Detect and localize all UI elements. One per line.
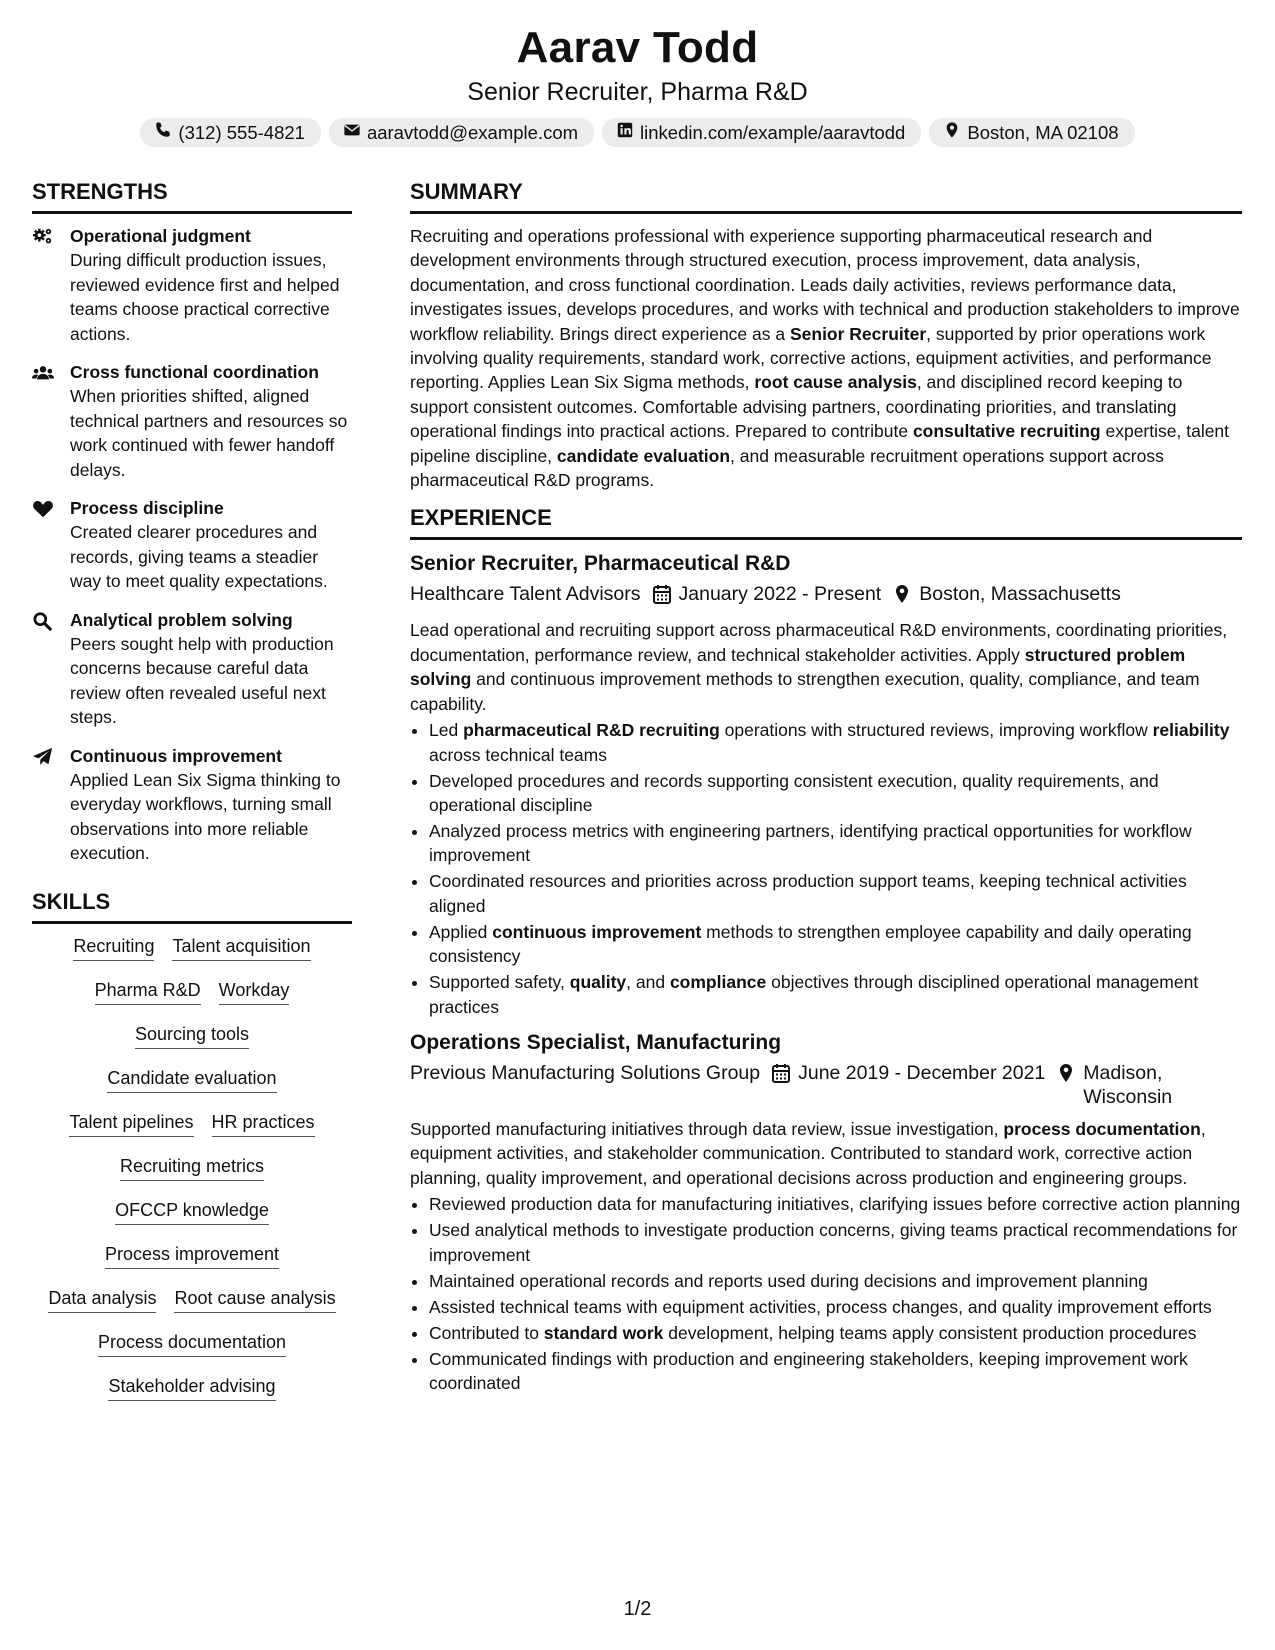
skill-tag: Recruiting [73, 934, 154, 961]
text-run: Lead operational and recruiting support across pharmaceutical R&D environments, coordinating priorities, documentation, performance review, and technical stakeholder activities. Apply [410, 620, 1228, 665]
skill-tag: Data analysis [48, 1286, 156, 1313]
job-location: Boston, Massachusetts [919, 583, 1121, 606]
text-run: objectives through disciplined operational management practices [429, 972, 1199, 1017]
strength-item [32, 608, 352, 730]
skill-tag: Workday [219, 978, 290, 1005]
skill-tag: Candidate evaluation [107, 1066, 276, 1093]
job-bullet [429, 1347, 1242, 1396]
text-run: , supported by prior operations work involving quality requirements, standard work, corrective actions, equipment activities, and performance reporting. Applies Lean Six Sigma methods, [410, 323, 1212, 393]
map-pin-icon [943, 121, 961, 144]
job-entry [410, 550, 1242, 1018]
skills-heading: SKILLS [32, 888, 352, 924]
map-pin-icon [893, 582, 919, 610]
job-dates: January 2022 - Present [678, 583, 882, 606]
text-run: , and measurable recruitment operations support across pharmaceutical R&D programs. [410, 445, 1164, 491]
contact-location [929, 118, 1134, 147]
strength-desc: During difficult production issues, reviewed evidence first and helped teams choose practical corrective actions. [70, 250, 340, 344]
text-run: development, helping teams apply consistent production procedures [663, 1322, 1197, 1343]
envelope-icon [343, 121, 361, 144]
text-run: Reviewed production data for manufacturing initiatives, clarifying issues before corrective action planning [429, 1194, 1241, 1215]
page-number: 1/2 [623, 1598, 652, 1620]
job-bullet [429, 1321, 1242, 1345]
skill-row [32, 1330, 352, 1357]
skill-tag: Talent pipelines [69, 1110, 193, 1137]
heart-icon [32, 496, 70, 594]
skill-row [32, 1154, 352, 1181]
skill-row [32, 1286, 352, 1313]
job-meta [410, 582, 1242, 610]
strength-title: Process discipline [70, 498, 224, 518]
text-run: Led [429, 720, 464, 741]
job-bullet [429, 920, 1242, 969]
strength-item [32, 360, 352, 482]
skill-row [32, 1198, 352, 1225]
text-run: Analyzed process metrics with engineering partners, identifying practical opportunities for workflow improvement [429, 820, 1192, 866]
text-run: across technical teams [429, 744, 607, 765]
job-dates: June 2019 - December 2021 [798, 1061, 1046, 1084]
text-run: Applied [429, 921, 493, 942]
bold-text: pharmaceutical R&D recruiting [463, 720, 720, 741]
strength-desc: Applied Lean Six Sigma thinking to everyday workflows, turning small observations into more reliable execution. [70, 769, 341, 863]
job-bullets [410, 1192, 1242, 1395]
text-run: Supported manufacturing initiatives through data review, issue investigation, [410, 1118, 1004, 1139]
job-bullet [429, 970, 1242, 1019]
users-icon [32, 360, 70, 482]
text-run: Supported safety, [429, 972, 570, 993]
skill-tag: Sourcing tools [135, 1022, 249, 1049]
text-run: Contributed to [429, 1322, 544, 1343]
phone-icon [154, 121, 172, 144]
job-company: Healthcare Talent Advisors [410, 583, 641, 606]
job-bullets [410, 718, 1242, 1019]
bold-text: process documentation [1003, 1118, 1201, 1139]
search-icon [32, 608, 70, 730]
text-run: methods to strengthen employee capability and daily operating consistency [429, 921, 1192, 967]
bold-text: standard work [543, 1322, 664, 1343]
contact-linkedin-text: linkedin.com/example/aaravtodd [640, 121, 906, 143]
right-column [410, 178, 1242, 1397]
job-location: Madison, Wisconsin [1083, 1061, 1173, 1108]
contact-phone[interactable] [140, 118, 321, 147]
map-pin-icon [1057, 1061, 1083, 1089]
linkedin-icon [616, 121, 634, 144]
text-run: Maintained operational records and reports used during decisions and improvement planning [429, 1270, 1148, 1291]
text-run: operations with structured reviews, improving workflow [719, 720, 1153, 741]
text-run: , equipment activities, and stakeholder communication. Contributed to standard work, corrective action planning, quality improvement, and operational decisions across production and engineering groups. [410, 1118, 1206, 1188]
job-bullet [429, 1295, 1242, 1319]
candidate-name: Aarav Todd [516, 23, 759, 72]
strength-item [32, 496, 352, 594]
strength-item [32, 224, 352, 346]
job-bullet [429, 718, 1242, 767]
strength-title: Operational judgment [70, 226, 251, 246]
bold-text: quality [569, 972, 627, 993]
contact-linkedin[interactable] [602, 118, 921, 147]
text-run: Developed procedures and records supporting consistent execution, quality requirements, and operational discipline [429, 770, 1159, 815]
bold-text: continuous improvement [492, 921, 702, 942]
summary-heading: SUMMARY [410, 178, 1242, 214]
contact-location-text: Boston, MA 02108 [967, 121, 1119, 143]
text-run: and continuous improvement methods to strengthen execution, quality, compliance, and team capability. [410, 669, 1200, 714]
job-description [410, 618, 1242, 716]
strength-title: Cross functional coordination [70, 362, 319, 382]
calendar-icon [653, 582, 679, 610]
bold-text: structured problem solving [410, 644, 1186, 690]
strength-title: Continuous improvement [70, 745, 282, 766]
calendar-icon [772, 1061, 798, 1089]
experience-heading: EXPERIENCE [410, 504, 1242, 540]
skill-row [32, 1066, 352, 1093]
gears-icon [32, 224, 70, 346]
skill-tag: Process improvement [105, 1242, 279, 1269]
job-bullet [429, 769, 1242, 818]
job-bullet [429, 819, 1242, 868]
skill-tag: Root cause analysis [174, 1286, 335, 1313]
summary-text [410, 224, 1242, 492]
left-column [32, 178, 352, 1418]
contact-email[interactable] [329, 118, 594, 147]
text-run: Assisted technical teams with equipment activities, process changes, and quality improvement efforts [429, 1296, 1212, 1317]
text-run: , and disciplined record keeping to support consistent outcomes. Comfortable advising partners, coordinating priorities, and translating operational findings into practical actions. Prepared to contribute [410, 372, 1183, 442]
strengths-heading: STRENGTHS [32, 178, 352, 214]
strength-desc: Peers sought help with production concerns because careful data review often revealed useful next steps. [70, 633, 334, 727]
strength-title: Analytical problem solving [70, 609, 293, 630]
job-bullet [429, 1218, 1242, 1267]
text-run: Recruiting and operations professional with experience supporting pharmaceutical research and development environments through structured execution, process improvement, data analysis, documentation, and cross functional coordination. Leads daily activities, reviews performance data, investigates issues, develops procedures, and works with technical and production stakeholders to improve workflow reliability. Brings direct experience as a [410, 226, 1240, 344]
text-run: Coordinated resources and priorities across production support teams, keeping technical activities aligned [429, 871, 1187, 916]
bold-text: reliability [1152, 720, 1230, 741]
contact-email-text: aaravtodd@example.com [366, 121, 579, 143]
skill-row [32, 1374, 352, 1401]
contact-bar [0, 118, 1275, 147]
skill-row [32, 1242, 352, 1269]
text-run: expertise, talent pipeline discipline, [410, 421, 1230, 466]
skill-tag: Talent acquisition [172, 934, 310, 961]
skill-tag: Stakeholder advising [108, 1374, 275, 1401]
strength-desc: Created clearer procedures and records, giving teams a steadier way to meet quality expectations. [70, 522, 328, 591]
resume-header [0, 22, 1275, 147]
skill-row [32, 1110, 352, 1137]
skill-tag: HR practices [212, 1110, 315, 1137]
contact-phone-text: (312) 555-4821 [178, 121, 305, 143]
text-run: , and [626, 972, 670, 993]
text-run: Used analytical methods to investigate production concerns, giving teams practical recommendations for improvement [429, 1220, 1238, 1265]
job-entry [410, 1029, 1242, 1395]
skill-row [32, 934, 352, 961]
skill-row [32, 1022, 352, 1049]
bold-text: candidate evaluation [556, 445, 731, 466]
bold-text: consultative recruiting [912, 421, 1101, 442]
skills-list [32, 934, 352, 1401]
job-bullet [429, 1192, 1242, 1216]
skill-tag: OFCCP knowledge [115, 1198, 269, 1225]
job-company: Previous Manufacturing Solutions Group [410, 1061, 761, 1084]
job-description [410, 1117, 1242, 1190]
skill-tag: Pharma R&D [95, 978, 201, 1005]
job-title: Operations Specialist, Manufacturing [410, 1030, 782, 1054]
skill-tag: Process documentation [98, 1330, 286, 1357]
job-title: Senior Recruiter, Pharmaceutical R&D [410, 552, 791, 576]
strength-item [32, 744, 352, 866]
bold-text: compliance [669, 972, 767, 993]
paper-plane-icon [32, 744, 70, 866]
bold-text: root cause analysis [754, 372, 917, 393]
candidate-title: Senior Recruiter, Pharma R&D [467, 78, 808, 106]
job-bullet [429, 869, 1242, 918]
text-run: Communicated findings with production and engineering stakeholders, keeping improvement work coordinated [429, 1348, 1188, 1393]
job-meta [410, 1061, 1242, 1109]
skill-row [32, 978, 352, 1005]
bold-text: Senior Recruiter [789, 323, 927, 344]
strength-desc: When priorities shifted, aligned technical partners and resources so work continued with fewer handoff delays. [70, 386, 348, 480]
job-bullet [429, 1269, 1242, 1293]
skill-tag: Recruiting metrics [120, 1154, 264, 1181]
